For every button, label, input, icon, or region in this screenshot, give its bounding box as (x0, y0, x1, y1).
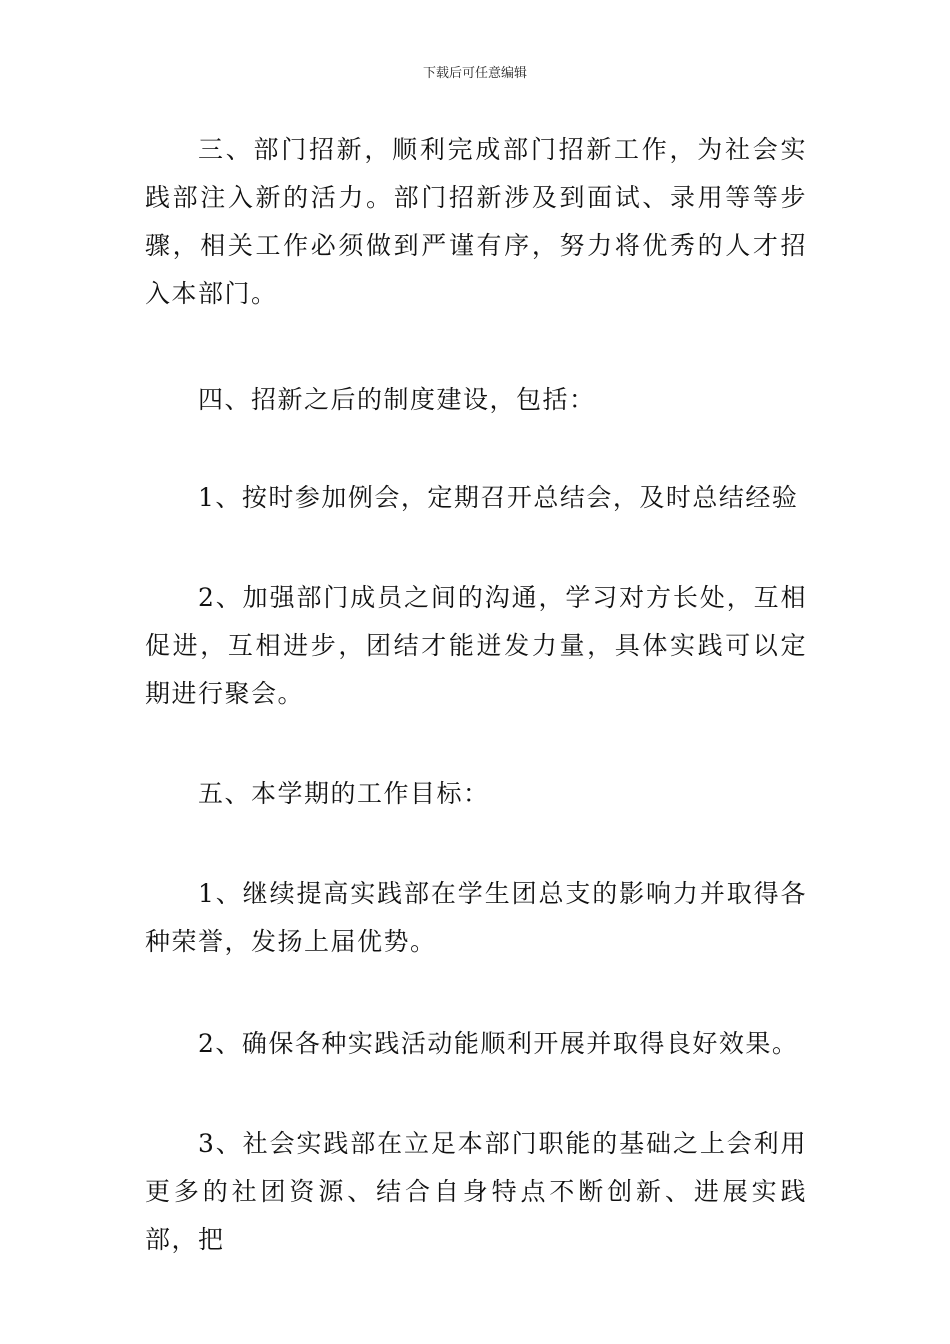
paragraph-communication: 2、加强部门成员之间的沟通，学习对方长处，互相促进，互相进步，团结才能迸发力量，具体实践可以定期进行聚会。 (145, 583, 807, 708)
paragraph-regular-meetings: 1、按时参加例会，定期召开总结会，及时总结经验 (198, 483, 799, 512)
paragraph-recruitment: 三、部门招新，顺利完成部门招新工作，为社会实践部注入新的活力。部门招新涉及到面试、录用等等步骤，相关工作必须做到严谨有序，努力将优秀的人才招入本部门。 (145, 135, 807, 308)
header-note: 下载后可任意编辑 (422, 66, 527, 81)
paragraph-goal-2: 2、确保各种实践活动能顺利开展并取得良好效果。 (198, 1029, 799, 1058)
paragraph-semester-goals: 五、本学期的工作目标： (198, 779, 490, 808)
paragraph-system-building: 四、招新之后的制度建设，包括： (198, 385, 596, 414)
paragraph-goal-3: 3、社会实践部在立足本部门职能的基础之上会利用更多的社团资源、结合自身特点不断创新、进展实践部，把 (145, 1129, 807, 1254)
paragraph-goal-1: 1、继续提高实践部在学生团总支的影响力并取得各种荣誉，发扬上届优势。 (145, 879, 807, 956)
